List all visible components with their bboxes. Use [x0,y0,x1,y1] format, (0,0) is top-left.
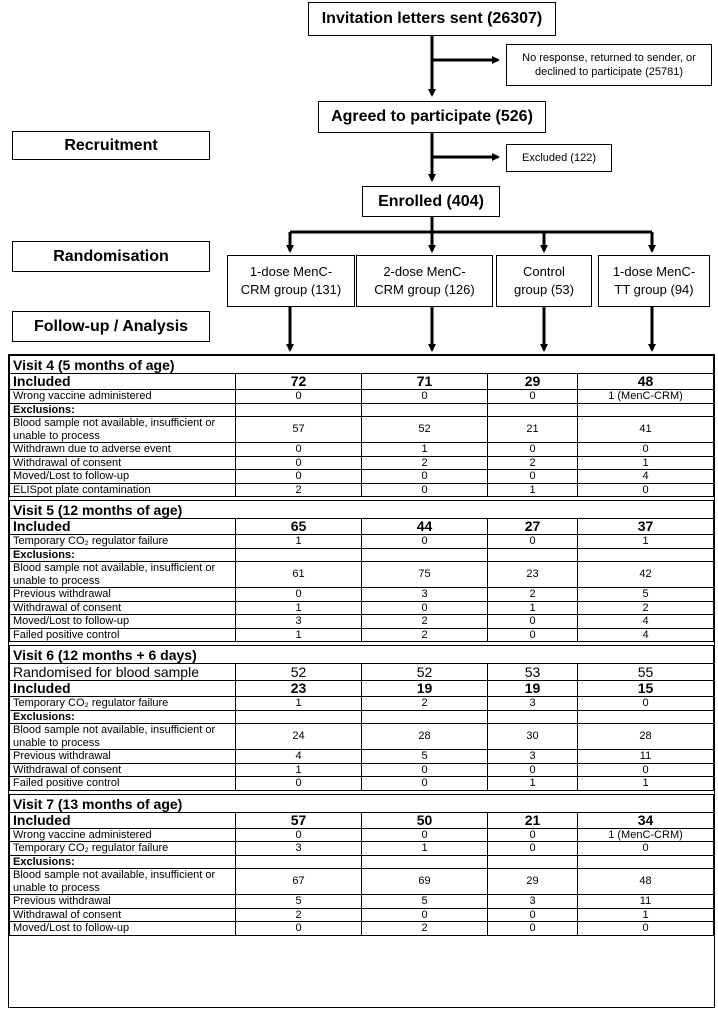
included-row [10,519,714,535]
table-row [10,697,714,711]
cell-group-4: 0 [578,842,714,856]
cell-group-2: 28 [362,724,488,750]
table-row [10,724,714,750]
cell-group-1: 3 [236,615,362,629]
agreed-box [318,101,546,133]
row-label: Temporary CO₂ regulator failure [10,535,236,549]
row-label: Blood sample not available, insufficient or unable to process [10,724,236,750]
group-box-1 [227,255,355,307]
cell-group-4: 28 [578,724,714,750]
cell-group-4: 0 [578,763,714,777]
row-label: Previous withdrawal [10,588,236,602]
row-label: Included [10,681,236,697]
table-row [10,908,714,922]
cell-group-2: 0 [362,601,488,615]
empty-cell [362,548,488,562]
row-label: Wrong vaccine administered [10,828,236,842]
cell-group-2: 19 [362,681,488,697]
visit-title: Visit 7 (13 months of age) [10,794,714,812]
cell-group-3: 0 [488,615,578,629]
cell-group-4: 11 [578,750,714,764]
cell-group-3: 0 [488,535,578,549]
cell-group-1: 0 [236,828,362,842]
visit-title-row [10,501,714,519]
recruitment-label-box [12,131,210,160]
cell-group-1: 1 [236,697,362,711]
empty-cell [362,710,488,724]
cell-group-4: 48 [578,869,714,895]
cell-group-1: 3 [236,842,362,856]
cell-group-4: 42 [578,562,714,588]
cell-group-2: 71 [362,374,488,390]
row-label: Temporary CO₂ regulator failure [10,697,236,711]
cell-group-4: 11 [578,895,714,909]
cell-group-4: 4 [578,470,714,484]
row-label: Withdrawal of consent [10,763,236,777]
cell-group-4: 1 [578,456,714,470]
cell-group-1: 57 [236,812,362,828]
cell-group-3: 1 [488,601,578,615]
cell-group-4: 1 [578,777,714,791]
group-box-4 [598,255,710,307]
empty-cell [236,855,362,869]
empty-cell [236,403,362,417]
empty-cell [488,855,578,869]
cell-group-2: 0 [362,390,488,404]
table-row [10,535,714,549]
empty-cell [362,403,488,417]
cell-group-3: 0 [488,628,578,642]
cell-group-2: 52 [362,417,488,443]
group-4-line1: 1-dose MenC- [612,264,696,279]
table-row [10,417,714,443]
cell-group-1: 72 [236,374,362,390]
table-row [10,750,714,764]
cell-group-1: 1 [236,628,362,642]
empty-cell [578,403,714,417]
invitation-text: Invitation letters sent (26307) [321,10,543,27]
visit-title: Visit 5 (12 months of age) [10,501,714,519]
table-row [10,601,714,615]
cell-group-2: 75 [362,562,488,588]
cell-group-2: 69 [362,869,488,895]
cell-group-2: 5 [362,750,488,764]
row-label: Blood sample not available, insufficient or unable to process [10,869,236,895]
cell-group-3: 0 [488,390,578,404]
row-label: Included [10,374,236,390]
empty-cell [362,855,488,869]
cell-group-2: 0 [362,535,488,549]
cell-group-4: 1 [578,908,714,922]
table-row [10,763,714,777]
group-2-line1: 2-dose MenC- [383,264,466,279]
no-response-text: No response, returned to sender, or declined to participate (25781) [522,52,696,78]
cell-group-2: 0 [362,483,488,497]
cell-group-1: 0 [236,456,362,470]
cell-group-3: 2 [488,456,578,470]
cell-group-4: 15 [578,681,714,697]
excluded-box [506,144,612,172]
row-label: Blood sample not available, insufficient or unable to process [10,417,236,443]
table-row [10,483,714,497]
table-row [10,443,714,457]
cell-group-4: 0 [578,483,714,497]
exclusions-header-row [10,855,714,869]
group-1-line1: 1-dose MenC- [249,264,333,279]
cell-group-2: 2 [362,922,488,936]
row-label: Included [10,519,236,535]
cell-group-1: 57 [236,417,362,443]
cell-group-3: 23 [488,562,578,588]
table-row [10,390,714,404]
cell-group-4: 1 (MenC-CRM) [578,828,714,842]
cell-group-1: 0 [236,777,362,791]
exclusions-header-row [10,548,714,562]
table-row [10,615,714,629]
row-label: Withdrawal of consent [10,601,236,615]
empty-cell [578,855,714,869]
cell-group-1: 4 [236,750,362,764]
cell-group-4: 4 [578,628,714,642]
visit-title-row [10,646,714,664]
table-row [10,456,714,470]
cell-group-3: 19 [488,681,578,697]
visit-title-row [10,794,714,812]
cell-group-1: 1 [236,763,362,777]
cell-group-1: 67 [236,869,362,895]
row-label: Failed positive control [10,777,236,791]
row-label: Withdrawn due to adverse event [10,443,236,457]
recruitment-label: Recruitment [64,136,158,154]
cell-group-4: 55 [578,664,714,681]
row-label: Wrong vaccine administered [10,390,236,404]
row-label: Previous withdrawal [10,750,236,764]
included-row [10,374,714,390]
cell-group-1: 2 [236,483,362,497]
cell-group-3: 29 [488,374,578,390]
table-row [10,470,714,484]
cell-group-1: 0 [236,443,362,457]
row-label: Exclusions: [10,855,236,869]
visit-title: Visit 6 (12 months + 6 days) [10,646,714,664]
no-response-box [506,44,712,86]
row-label: ELISpot plate contamination [10,483,236,497]
table-row [10,562,714,588]
cell-group-1: 0 [236,390,362,404]
followup-label: Follow-up / Analysis [33,317,189,335]
cell-group-3: 27 [488,519,578,535]
cell-group-2: 1 [362,842,488,856]
cell-group-4: 37 [578,519,714,535]
cell-group-3: 3 [488,697,578,711]
cell-group-1: 1 [236,601,362,615]
cell-group-2: 52 [362,664,488,681]
cell-group-1: 61 [236,562,362,588]
table-row [10,895,714,909]
group-3-line2: group (53) [514,282,574,297]
cell-group-4: 1 (MenC-CRM) [578,390,714,404]
row-label: Failed positive control [10,628,236,642]
cell-group-3: 0 [488,908,578,922]
cell-group-3: 3 [488,895,578,909]
empty-cell [578,548,714,562]
cell-group-4: 2 [578,601,714,615]
cell-group-3: 21 [488,417,578,443]
table-row [10,869,714,895]
cell-group-4: 48 [578,374,714,390]
cell-group-1: 5 [236,895,362,909]
cell-group-4: 0 [578,922,714,936]
table-row [10,777,714,791]
table-row [10,828,714,842]
cell-group-3: 21 [488,812,578,828]
cell-group-3: 29 [488,869,578,895]
cell-group-3: 53 [488,664,578,681]
group-4-line2: TT group (94) [614,282,694,297]
excluded-text: Excluded (122) [522,152,596,164]
exclusions-header-row [10,710,714,724]
row-label: Included [10,812,236,828]
empty-cell [236,710,362,724]
row-label: Withdrawal of consent [10,908,236,922]
cell-group-4: 41 [578,417,714,443]
cell-group-3: 0 [488,842,578,856]
cell-group-1: 23 [236,681,362,697]
cell-group-3: 3 [488,750,578,764]
cell-group-1: 65 [236,519,362,535]
cell-group-3: 2 [488,588,578,602]
cell-group-3: 1 [488,483,578,497]
visit-title-row [10,356,714,374]
empty-cell [488,548,578,562]
table-row [10,842,714,856]
cell-group-1: 52 [236,664,362,681]
row-label: Moved/Lost to follow-up [10,470,236,484]
cell-group-4: 0 [578,697,714,711]
cell-group-3: 0 [488,828,578,842]
cell-group-2: 0 [362,777,488,791]
visits-table [9,355,714,936]
table-row [10,588,714,602]
cell-group-1: 0 [236,588,362,602]
table-row [10,628,714,642]
cell-group-2: 50 [362,812,488,828]
cell-group-2: 0 [362,828,488,842]
cell-group-3: 1 [488,777,578,791]
row-label: Exclusions: [10,403,236,417]
table-row [10,664,714,681]
invitation-box [308,2,556,36]
cell-group-4: 4 [578,615,714,629]
enrolled-box [362,186,500,217]
agreed-text: Agreed to participate (526) [331,108,533,125]
cell-group-3: 0 [488,443,578,457]
included-row [10,681,714,697]
empty-cell [488,710,578,724]
cell-group-3: 30 [488,724,578,750]
group-1-line2: CRM group (131) [240,282,342,297]
exclusions-header-row [10,403,714,417]
row-label: Randomised for blood sample [10,664,236,681]
cell-group-2: 0 [362,908,488,922]
row-label: Blood sample not available, insufficient or unable to process [10,562,236,588]
cell-group-2: 1 [362,443,488,457]
included-row [10,812,714,828]
cell-group-4: 1 [578,535,714,549]
cell-group-4: 0 [578,443,714,457]
row-label: Previous withdrawal [10,895,236,909]
cell-group-1: 2 [236,908,362,922]
group-3-line1: Control [523,264,565,279]
cell-group-4: 5 [578,588,714,602]
cell-group-1: 1 [236,535,362,549]
visits-table-container [8,354,715,1008]
cell-group-2: 3 [362,588,488,602]
row-label: Exclusions: [10,710,236,724]
cell-group-1: 0 [236,470,362,484]
empty-cell [488,403,578,417]
followup-label-box [12,311,210,342]
cell-group-2: 2 [362,615,488,629]
cell-group-3: 0 [488,470,578,484]
row-label: Exclusions: [10,548,236,562]
cell-group-3: 0 [488,763,578,777]
row-label: Withdrawal of consent [10,456,236,470]
row-label: Temporary CO₂ regulator failure [10,842,236,856]
table-row [10,922,714,936]
cell-group-2: 44 [362,519,488,535]
visit-title: Visit 4 (5 months of age) [10,356,714,374]
cell-group-2: 2 [362,697,488,711]
row-label: Moved/Lost to follow-up [10,615,236,629]
randomisation-label-box [12,241,210,272]
cell-group-2: 0 [362,763,488,777]
enrolled-text: Enrolled (404) [378,192,484,210]
empty-cell [578,710,714,724]
group-box-3 [496,255,592,307]
cell-group-2: 5 [362,895,488,909]
group-box-2 [356,255,493,307]
group-2-line2: CRM group (126) [374,282,475,297]
randomisation-label: Randomisation [53,247,169,265]
cell-group-1: 24 [236,724,362,750]
cell-group-2: 2 [362,456,488,470]
cell-group-4: 34 [578,812,714,828]
row-label: Moved/Lost to follow-up [10,922,236,936]
cell-group-3: 0 [488,922,578,936]
cell-group-2: 2 [362,628,488,642]
cell-group-1: 0 [236,922,362,936]
empty-cell [236,548,362,562]
cell-group-2: 0 [362,470,488,484]
